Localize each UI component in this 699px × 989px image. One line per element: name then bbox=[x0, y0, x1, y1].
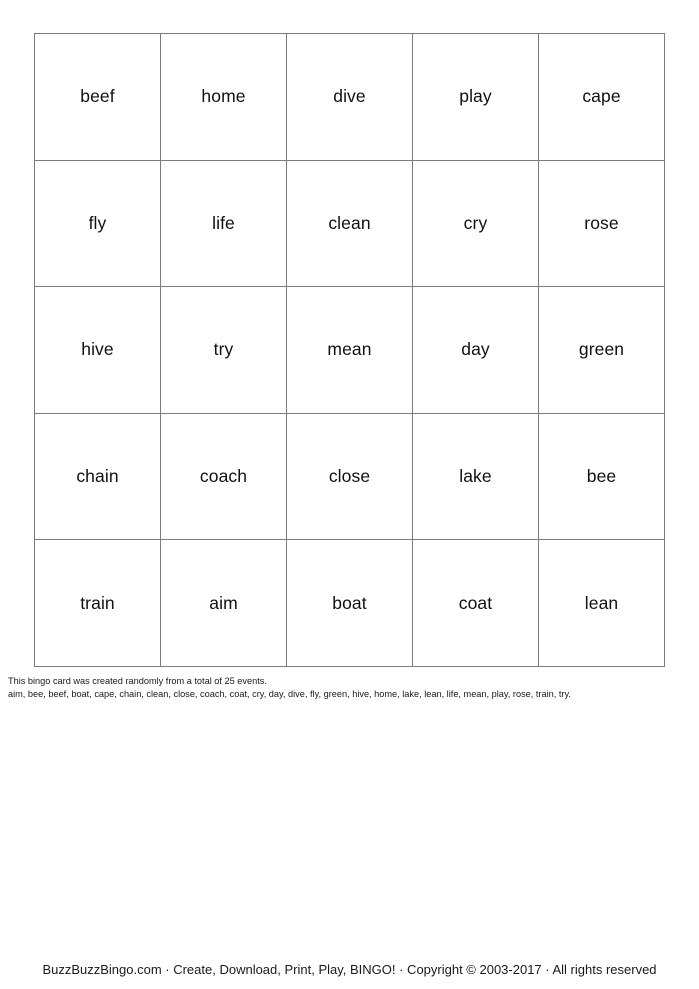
bingo-row bbox=[35, 34, 665, 161]
card-note bbox=[8, 675, 668, 700]
bingo-cell[interactable]: play bbox=[413, 34, 539, 161]
bingo-cell[interactable]: life bbox=[161, 160, 287, 287]
card-note-wordlist: aim, bee, beef, boat, cape, chain, clean, close, coach, coat, cry, day, dive, fly, green, hive, home, lake, lean, life, mean, play, rose, train, try. bbox=[8, 688, 571, 699]
bingo-cell[interactable]: close bbox=[287, 413, 413, 540]
bingo-cell[interactable]: hive bbox=[35, 287, 161, 414]
bingo-cell[interactable]: home bbox=[161, 34, 287, 161]
bingo-cell[interactable]: boat bbox=[287, 540, 413, 667]
bingo-row bbox=[35, 287, 665, 414]
bingo-cell[interactable]: mean bbox=[287, 287, 413, 414]
bingo-cell[interactable]: cry bbox=[413, 160, 539, 287]
bingo-cell[interactable]: coat bbox=[413, 540, 539, 667]
bingo-card bbox=[34, 33, 665, 667]
bingo-row bbox=[35, 160, 665, 287]
bingo-cell[interactable]: cape bbox=[539, 34, 665, 161]
bingo-cell[interactable]: try bbox=[161, 287, 287, 414]
bingo-cell[interactable]: lean bbox=[539, 540, 665, 667]
bingo-grid bbox=[34, 33, 665, 667]
bingo-cell[interactable]: fly bbox=[35, 160, 161, 287]
bingo-cell[interactable]: lake bbox=[413, 413, 539, 540]
bingo-cell[interactable]: aim bbox=[161, 540, 287, 667]
bingo-cell[interactable]: green bbox=[539, 287, 665, 414]
bingo-cell[interactable]: day bbox=[413, 287, 539, 414]
bingo-cell[interactable]: bee bbox=[539, 413, 665, 540]
bingo-cell[interactable]: rose bbox=[539, 160, 665, 287]
bingo-cell[interactable]: train bbox=[35, 540, 161, 667]
bingo-grid-body bbox=[35, 34, 665, 667]
bingo-cell[interactable]: dive bbox=[287, 34, 413, 161]
card-note-summary: This bingo card was created randomly from a total of 25 events. bbox=[8, 676, 267, 686]
bingo-cell[interactable]: coach bbox=[161, 413, 287, 540]
bingo-cell[interactable]: clean bbox=[287, 160, 413, 287]
footer-text: BuzzBuzzBingo.com · Create, Download, Print, Play, BINGO! · Copyright © 2003-2017 · All rights reserved bbox=[42, 962, 657, 977]
bingo-row bbox=[35, 413, 665, 540]
bingo-cell[interactable]: chain bbox=[35, 413, 161, 540]
page-footer bbox=[0, 962, 699, 977]
bingo-cell[interactable]: beef bbox=[35, 34, 161, 161]
bingo-row bbox=[35, 540, 665, 667]
